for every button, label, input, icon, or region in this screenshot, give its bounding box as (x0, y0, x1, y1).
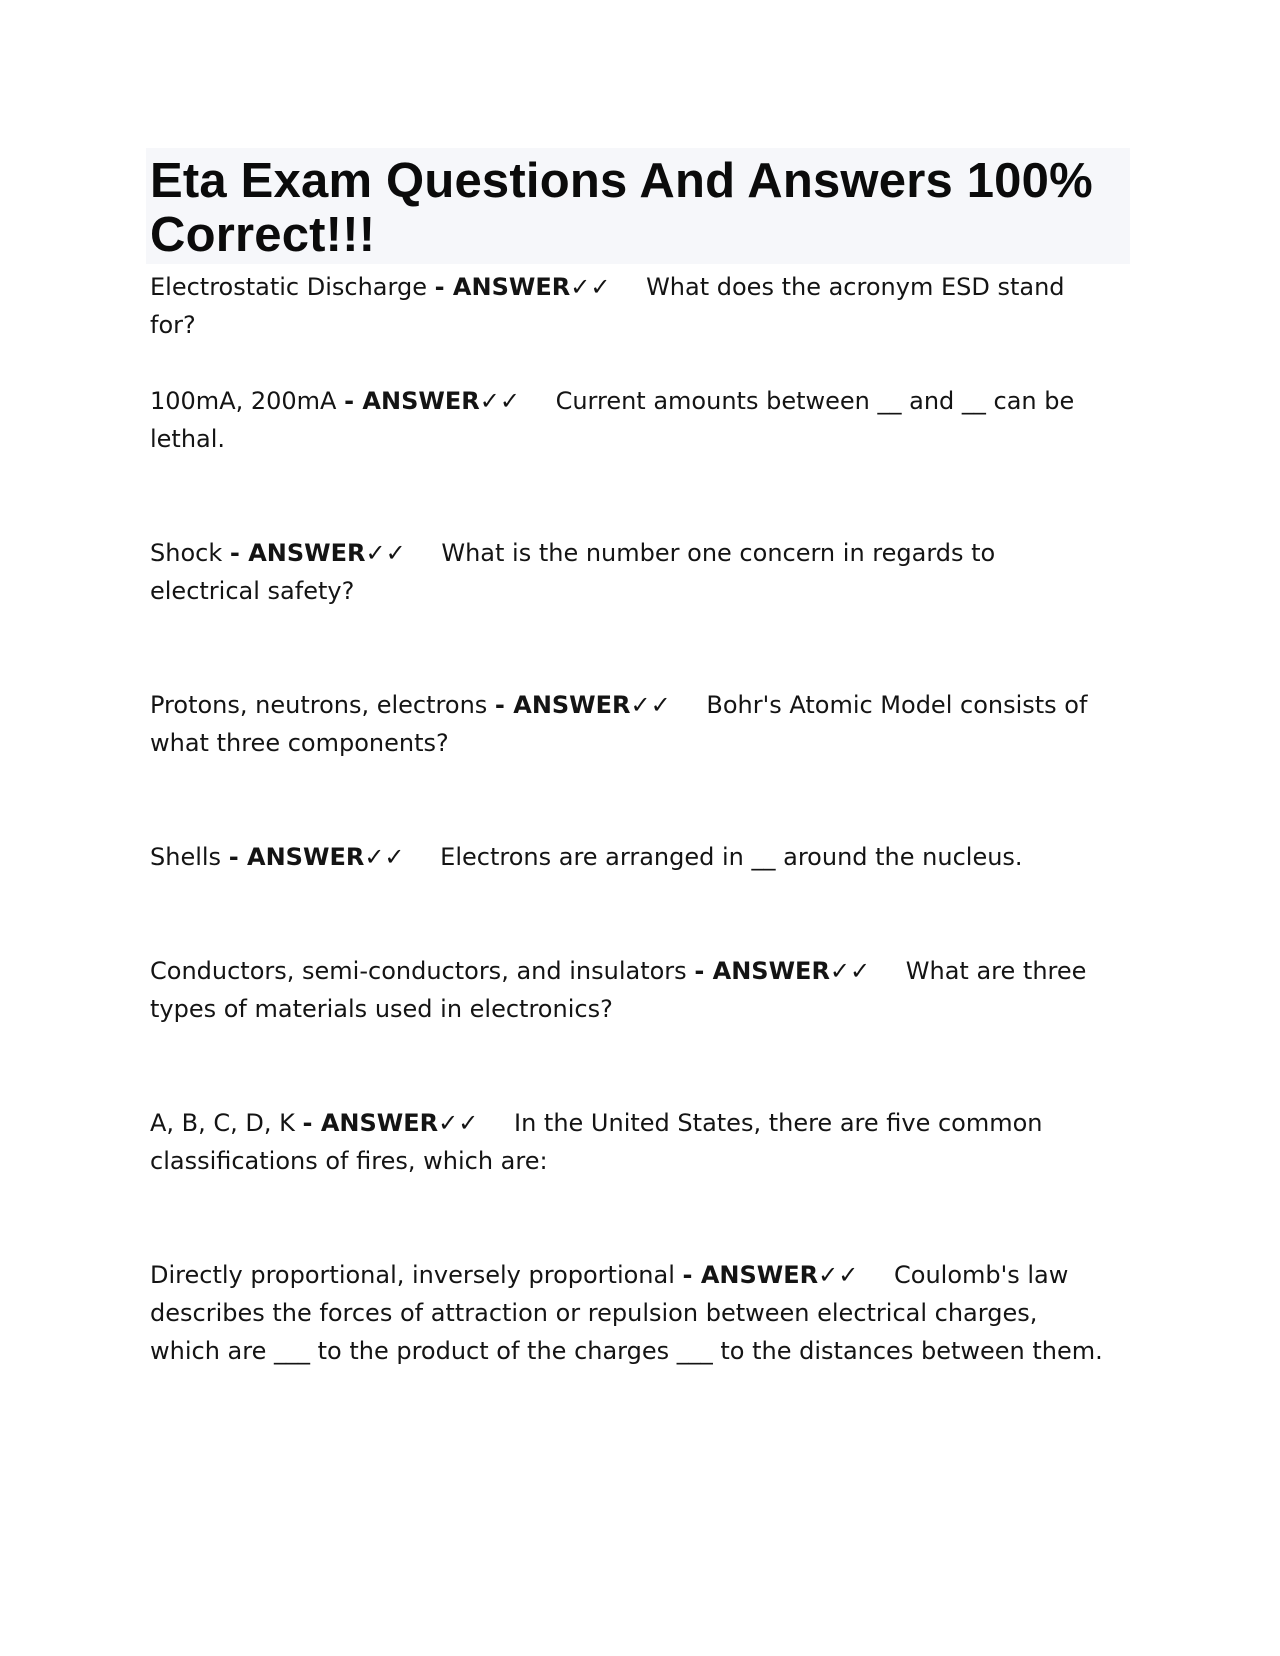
qa-entry (150, 382, 1110, 458)
qa-entry (150, 952, 1110, 1028)
qa-entry (150, 838, 1110, 876)
question-text: Current amounts between __ and __ can be lethal. (150, 387, 1075, 453)
answer-marker: - ANSWER✓✓ (434, 273, 611, 301)
answer-marker: - ANSWER✓✓ (302, 1109, 479, 1137)
answer-marker: - ANSWER✓✓ (229, 539, 406, 567)
qa-entry (150, 1256, 1110, 1370)
answer-marker: - ANSWER✓✓ (494, 691, 671, 719)
answer-text: Directly proportional, inversely proportional (150, 1261, 675, 1289)
answer-marker: - ANSWER✓✓ (682, 1261, 859, 1289)
title-banner (146, 148, 1130, 264)
question-text: Coulomb's law describes the forces of attraction or repulsion between electrical charges, which are ___ to the product of the charges ___ to the distances between them. (150, 1261, 1103, 1365)
answer-text: A, B, C, D, K (150, 1109, 295, 1137)
qa-entry (150, 1104, 1110, 1180)
answer-text: Conductors, semi-conductors, and insulators (150, 957, 687, 985)
answer-marker: - ANSWER✓✓ (344, 387, 520, 415)
answer-text: Shells (150, 843, 222, 871)
answer-text: 100mA, 200mA (150, 387, 337, 415)
qa-entry (150, 686, 1110, 762)
question-text: Electrons are arranged in __ around the nucleus. (440, 843, 1023, 871)
qa-entry (150, 534, 1110, 610)
question-text: Bohr's Atomic Model consists of what three components? (150, 691, 1088, 757)
answer-text: Electrostatic Discharge (150, 273, 427, 301)
qa-entry (150, 268, 1110, 344)
answer-text: Protons, neutrons, electrons (150, 691, 488, 719)
document-title: Eta Exam Questions And Answers 100% Correct!!! (150, 154, 1093, 262)
question-text: What does the acronym ESD stand for? (150, 273, 1065, 339)
answer-text: Shock (150, 539, 223, 567)
answer-marker: - ANSWER✓✓ (694, 957, 871, 985)
question-text: In the United States, there are five common classifications of fires, which are: (150, 1109, 1043, 1175)
question-text: What are three types of materials used in electronics? (150, 957, 1087, 1023)
answer-marker: - ANSWER✓✓ (228, 843, 405, 871)
question-text: What is the number one concern in regards to electrical safety? (150, 539, 996, 605)
